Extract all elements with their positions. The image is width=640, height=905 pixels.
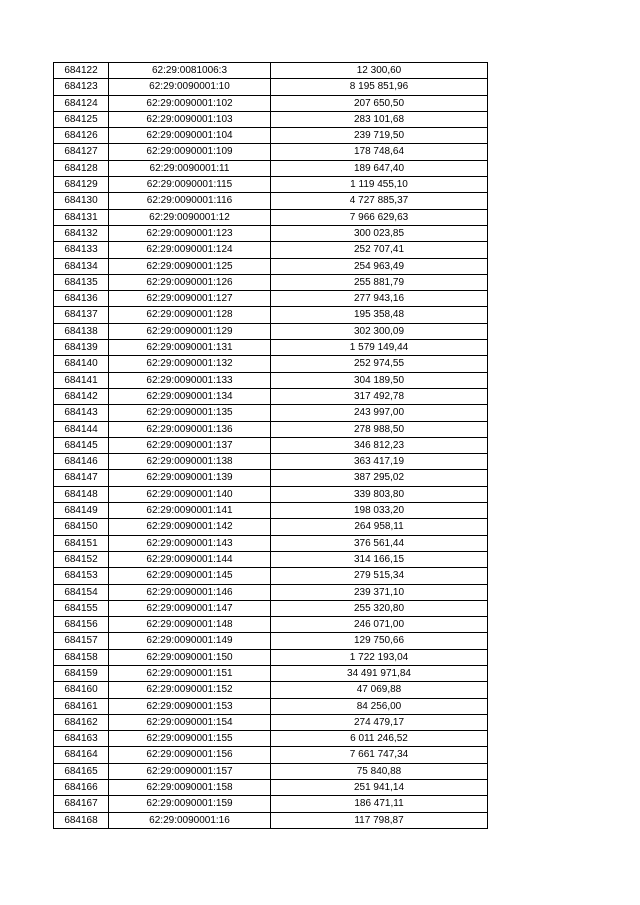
row-number-cell: 684157 bbox=[54, 633, 109, 649]
row-number-cell: 684149 bbox=[54, 503, 109, 519]
row-number-cell: 684161 bbox=[54, 698, 109, 714]
row-number-cell: 684162 bbox=[54, 714, 109, 730]
table-row bbox=[54, 111, 488, 127]
cadastral-number-cell: 62:29:0090001:124 bbox=[109, 242, 271, 258]
cadastral-value-cell: 1 579 149,44 bbox=[271, 340, 488, 356]
row-number-cell: 684147 bbox=[54, 470, 109, 486]
table-row bbox=[54, 356, 488, 372]
table-row bbox=[54, 731, 488, 747]
cadastral-value-cell: 346 812,23 bbox=[271, 437, 488, 453]
cadastral-value-cell: 7 966 629,63 bbox=[271, 209, 488, 225]
row-number-cell: 684143 bbox=[54, 405, 109, 421]
row-number-cell: 684154 bbox=[54, 584, 109, 600]
cadastral-value-cell: 314 166,15 bbox=[271, 551, 488, 567]
cadastral-value-cell: 274 479,17 bbox=[271, 714, 488, 730]
row-number-cell: 684159 bbox=[54, 665, 109, 681]
cadastral-number-cell: 62:29:0090001:132 bbox=[109, 356, 271, 372]
cadastral-number-cell: 62:29:0090001:149 bbox=[109, 633, 271, 649]
cadastral-value-cell: 283 101,68 bbox=[271, 111, 488, 127]
cadastral-value-cell: 75 840,88 bbox=[271, 763, 488, 779]
cadastral-number-cell: 62:29:0090001:16 bbox=[109, 812, 271, 828]
row-number-cell: 684126 bbox=[54, 128, 109, 144]
row-number-cell: 684140 bbox=[54, 356, 109, 372]
row-number-cell: 684167 bbox=[54, 796, 109, 812]
row-number-cell: 684164 bbox=[54, 747, 109, 763]
row-number-cell: 684163 bbox=[54, 731, 109, 747]
table-row bbox=[54, 698, 488, 714]
table-row bbox=[54, 95, 488, 111]
cadastral-number-cell: 62:29:0090001:131 bbox=[109, 340, 271, 356]
cadastral-number-cell: 62:29:0090001:156 bbox=[109, 747, 271, 763]
cadastral-value-cell: 34 491 971,84 bbox=[271, 665, 488, 681]
cadastral-value-cell: 8 195 851,96 bbox=[271, 79, 488, 95]
cadastral-number-cell: 62:29:0090001:139 bbox=[109, 470, 271, 486]
row-number-cell: 684135 bbox=[54, 274, 109, 290]
table-row bbox=[54, 714, 488, 730]
table-row bbox=[54, 633, 488, 649]
cadastral-value-cell: 278 988,50 bbox=[271, 421, 488, 437]
cadastral-value-cell: 279 515,34 bbox=[271, 568, 488, 584]
table-row bbox=[54, 79, 488, 95]
cadastral-value-cell: 178 748,64 bbox=[271, 144, 488, 160]
row-number-cell: 684155 bbox=[54, 600, 109, 616]
cadastral-value-cell: 189 647,40 bbox=[271, 160, 488, 176]
cadastral-value-cell: 264 958,11 bbox=[271, 519, 488, 535]
row-number-cell: 684153 bbox=[54, 568, 109, 584]
cadastral-number-cell: 62:29:0090001:115 bbox=[109, 177, 271, 193]
row-number-cell: 684130 bbox=[54, 193, 109, 209]
table-row bbox=[54, 63, 488, 79]
table-row bbox=[54, 682, 488, 698]
cadastral-value-cell: 198 033,20 bbox=[271, 503, 488, 519]
cadastral-number-cell: 62:29:0090001:129 bbox=[109, 323, 271, 339]
cadastral-value-cell: 4 727 885,37 bbox=[271, 193, 488, 209]
table-row bbox=[54, 291, 488, 307]
cadastral-value-cell: 1 722 193,04 bbox=[271, 649, 488, 665]
table-row bbox=[54, 388, 488, 404]
row-number-cell: 684166 bbox=[54, 780, 109, 796]
row-number-cell: 684137 bbox=[54, 307, 109, 323]
cadastral-number-cell: 62:29:0090001:109 bbox=[109, 144, 271, 160]
cadastral-number-cell: 62:29:0090001:102 bbox=[109, 95, 271, 111]
row-number-cell: 684142 bbox=[54, 388, 109, 404]
table-row bbox=[54, 144, 488, 160]
cadastral-value-cell: 186 471,11 bbox=[271, 796, 488, 812]
row-number-cell: 684127 bbox=[54, 144, 109, 160]
table-row bbox=[54, 747, 488, 763]
cadastral-number-cell: 62:29:0090001:104 bbox=[109, 128, 271, 144]
cadastral-value-cell: 376 561,44 bbox=[271, 535, 488, 551]
cadastral-value-cell: 246 071,00 bbox=[271, 617, 488, 633]
cadastral-value-cell: 195 358,48 bbox=[271, 307, 488, 323]
cadastral-number-cell: 62:29:0090001:155 bbox=[109, 731, 271, 747]
table-row bbox=[54, 128, 488, 144]
cadastral-number-cell: 62:29:0090001:140 bbox=[109, 486, 271, 502]
cadastral-number-cell: 62:29:0090001:143 bbox=[109, 535, 271, 551]
cadastral-number-cell: 62:29:0090001:12 bbox=[109, 209, 271, 225]
cadastral-value-cell: 363 417,19 bbox=[271, 454, 488, 470]
row-number-cell: 684132 bbox=[54, 225, 109, 241]
row-number-cell: 684124 bbox=[54, 95, 109, 111]
cadastral-value-table bbox=[53, 62, 488, 829]
table-row bbox=[54, 665, 488, 681]
cadastral-value-cell: 239 719,50 bbox=[271, 128, 488, 144]
cadastral-value-cell: 302 300,09 bbox=[271, 323, 488, 339]
table-row bbox=[54, 274, 488, 290]
cadastral-number-cell: 62:29:0090001:136 bbox=[109, 421, 271, 437]
table-row bbox=[54, 551, 488, 567]
cadastral-number-cell: 62:29:0090001:148 bbox=[109, 617, 271, 633]
row-number-cell: 684146 bbox=[54, 454, 109, 470]
cadastral-value-cell: 304 189,50 bbox=[271, 372, 488, 388]
table-row bbox=[54, 780, 488, 796]
cadastral-value-cell: 6 011 246,52 bbox=[271, 731, 488, 747]
cadastral-value-cell: 300 023,85 bbox=[271, 225, 488, 241]
cadastral-value-cell: 47 069,88 bbox=[271, 682, 488, 698]
row-number-cell: 684123 bbox=[54, 79, 109, 95]
row-number-cell: 684125 bbox=[54, 111, 109, 127]
table-row bbox=[54, 193, 488, 209]
table-row bbox=[54, 649, 488, 665]
table-row bbox=[54, 323, 488, 339]
row-number-cell: 684128 bbox=[54, 160, 109, 176]
cadastral-number-cell: 62:29:0090001:11 bbox=[109, 160, 271, 176]
cadastral-value-cell: 277 943,16 bbox=[271, 291, 488, 307]
table-row bbox=[54, 258, 488, 274]
cadastral-value-cell: 1 119 455,10 bbox=[271, 177, 488, 193]
cadastral-number-cell: 62:29:0090001:142 bbox=[109, 519, 271, 535]
row-number-cell: 684156 bbox=[54, 617, 109, 633]
table-row bbox=[54, 486, 488, 502]
cadastral-value-cell: 84 256,00 bbox=[271, 698, 488, 714]
cadastral-number-cell: 62:29:0090001:147 bbox=[109, 600, 271, 616]
table-row bbox=[54, 437, 488, 453]
cadastral-value-cell: 339 803,80 bbox=[271, 486, 488, 502]
cadastral-number-cell: 62:29:0090001:158 bbox=[109, 780, 271, 796]
row-number-cell: 684158 bbox=[54, 649, 109, 665]
cadastral-number-cell: 62:29:0090001:151 bbox=[109, 665, 271, 681]
cadastral-value-cell: 255 881,79 bbox=[271, 274, 488, 290]
cadastral-number-cell: 62:29:0090001:154 bbox=[109, 714, 271, 730]
cadastral-number-cell: 62:29:0090001:145 bbox=[109, 568, 271, 584]
table-row bbox=[54, 535, 488, 551]
cadastral-value-cell: 317 492,78 bbox=[271, 388, 488, 404]
table-row bbox=[54, 617, 488, 633]
table-row bbox=[54, 405, 488, 421]
cadastral-number-cell: 62:29:0090001:157 bbox=[109, 763, 271, 779]
row-number-cell: 684145 bbox=[54, 437, 109, 453]
table-row bbox=[54, 340, 488, 356]
cadastral-number-cell: 62:29:0090001:144 bbox=[109, 551, 271, 567]
cadastral-number-cell: 62:29:0090001:127 bbox=[109, 291, 271, 307]
table-row bbox=[54, 177, 488, 193]
row-number-cell: 684168 bbox=[54, 812, 109, 828]
cadastral-number-cell: 62:29:0090001:150 bbox=[109, 649, 271, 665]
row-number-cell: 684129 bbox=[54, 177, 109, 193]
cadastral-value-cell: 252 974,55 bbox=[271, 356, 488, 372]
row-number-cell: 684136 bbox=[54, 291, 109, 307]
cadastral-number-cell: 62:29:0090001:133 bbox=[109, 372, 271, 388]
table-row bbox=[54, 470, 488, 486]
row-number-cell: 684141 bbox=[54, 372, 109, 388]
cadastral-number-cell: 62:29:0081006:3 bbox=[109, 63, 271, 79]
table-row bbox=[54, 812, 488, 828]
table-row bbox=[54, 503, 488, 519]
table-row bbox=[54, 209, 488, 225]
row-number-cell: 684139 bbox=[54, 340, 109, 356]
cadastral-number-cell: 62:29:0090001:159 bbox=[109, 796, 271, 812]
row-number-cell: 684148 bbox=[54, 486, 109, 502]
cadastral-number-cell: 62:29:0090001:126 bbox=[109, 274, 271, 290]
cadastral-value-cell: 239 371,10 bbox=[271, 584, 488, 600]
table-row bbox=[54, 584, 488, 600]
cadastral-value-cell: 129 750,66 bbox=[271, 633, 488, 649]
table-row bbox=[54, 796, 488, 812]
row-number-cell: 684151 bbox=[54, 535, 109, 551]
cadastral-number-cell: 62:29:0090001:125 bbox=[109, 258, 271, 274]
cadastral-value-cell: 7 661 747,34 bbox=[271, 747, 488, 763]
cadastral-number-cell: 62:29:0090001:152 bbox=[109, 682, 271, 698]
cadastral-number-cell: 62:29:0090001:137 bbox=[109, 437, 271, 453]
cadastral-number-cell: 62:29:0090001:123 bbox=[109, 225, 271, 241]
row-number-cell: 684165 bbox=[54, 763, 109, 779]
cadastral-number-cell: 62:29:0090001:138 bbox=[109, 454, 271, 470]
cadastral-number-cell: 62:29:0090001:153 bbox=[109, 698, 271, 714]
table-row bbox=[54, 372, 488, 388]
cadastral-value-cell: 387 295,02 bbox=[271, 470, 488, 486]
table-body bbox=[54, 63, 488, 829]
table-row bbox=[54, 242, 488, 258]
cadastral-number-cell: 62:29:0090001:146 bbox=[109, 584, 271, 600]
table-row bbox=[54, 763, 488, 779]
table-row bbox=[54, 307, 488, 323]
cadastral-value-cell: 207 650,50 bbox=[271, 95, 488, 111]
cadastral-value-cell: 251 941,14 bbox=[271, 780, 488, 796]
table-row bbox=[54, 421, 488, 437]
table-row bbox=[54, 600, 488, 616]
table-row bbox=[54, 519, 488, 535]
row-number-cell: 684138 bbox=[54, 323, 109, 339]
table-row bbox=[54, 568, 488, 584]
cadastral-value-cell: 254 963,49 bbox=[271, 258, 488, 274]
cadastral-value-cell: 252 707,41 bbox=[271, 242, 488, 258]
cadastral-number-cell: 62:29:0090001:116 bbox=[109, 193, 271, 209]
row-number-cell: 684134 bbox=[54, 258, 109, 274]
row-number-cell: 684144 bbox=[54, 421, 109, 437]
cadastral-value-cell: 255 320,80 bbox=[271, 600, 488, 616]
cadastral-number-cell: 62:29:0090001:128 bbox=[109, 307, 271, 323]
row-number-cell: 684160 bbox=[54, 682, 109, 698]
cadastral-value-cell: 117 798,87 bbox=[271, 812, 488, 828]
cadastral-number-cell: 62:29:0090001:134 bbox=[109, 388, 271, 404]
table-row bbox=[54, 225, 488, 241]
table-row bbox=[54, 160, 488, 176]
row-number-cell: 684131 bbox=[54, 209, 109, 225]
row-number-cell: 684150 bbox=[54, 519, 109, 535]
cadastral-value-cell: 243 997,00 bbox=[271, 405, 488, 421]
cadastral-number-cell: 62:29:0090001:141 bbox=[109, 503, 271, 519]
row-number-cell: 684122 bbox=[54, 63, 109, 79]
cadastral-value-cell: 12 300,60 bbox=[271, 63, 488, 79]
table-row bbox=[54, 454, 488, 470]
row-number-cell: 684133 bbox=[54, 242, 109, 258]
cadastral-number-cell: 62:29:0090001:10 bbox=[109, 79, 271, 95]
row-number-cell: 684152 bbox=[54, 551, 109, 567]
cadastral-number-cell: 62:29:0090001:135 bbox=[109, 405, 271, 421]
cadastral-number-cell: 62:29:0090001:103 bbox=[109, 111, 271, 127]
